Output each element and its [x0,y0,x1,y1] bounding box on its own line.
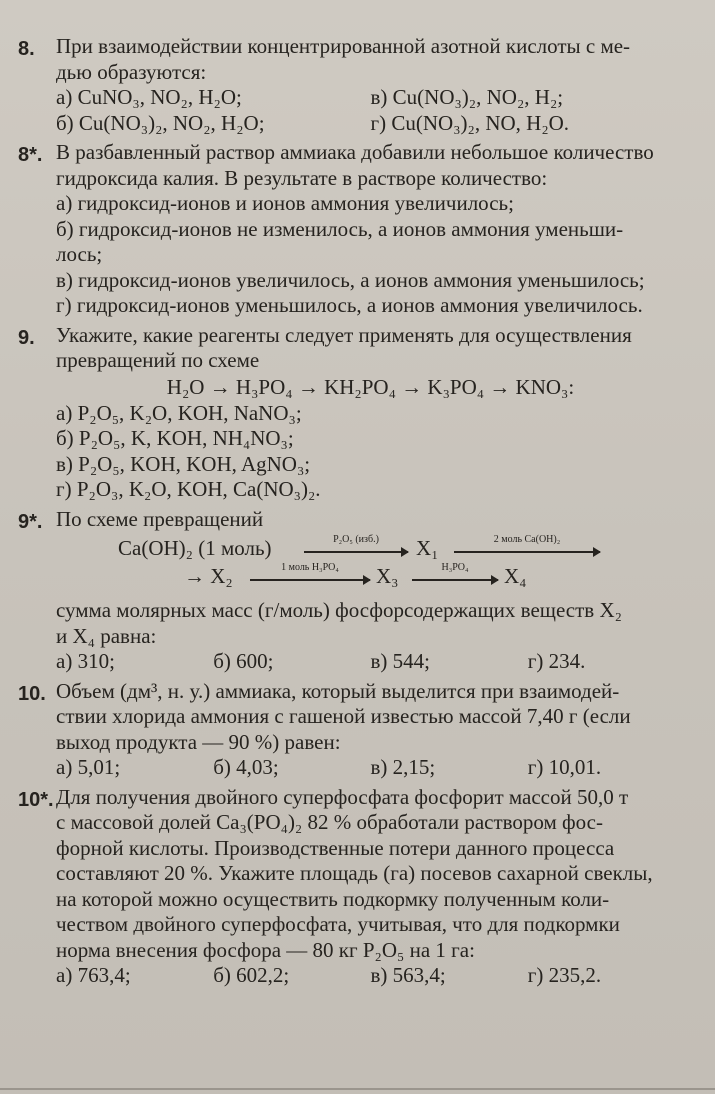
reaction-scheme: H₂O → H₃PO₄ → KH₂PO₄ → K₃PO₄ → KNO₃: [166,374,575,399]
answer-option-b-cont: лось; [56,242,103,266]
scheme-x4: X₄ [504,564,527,588]
question-text-line: Для получения двойного суперфосфата фосфорит массой 50,0 т [56,784,629,809]
reaction-arrow [454,551,600,553]
answer-option-g: г) гидроксид-ионов уменьшилось, а ионов аммония увеличилось. [56,293,643,317]
answer-option-g: г) 10,01. [527,755,602,779]
answer-option-b: б) 4,03; [213,755,279,779]
question-9-star [18,507,685,675]
transformation-scheme [56,534,685,594]
page-bottom-rule [0,1088,715,1090]
question-text-line: на которой можно осуществить подкормку полученным коли- [56,886,610,911]
question-text-line: По схеме превращений [56,506,264,531]
question-8 [18,34,685,136]
answer-option-g: г) 235,2. [527,963,602,987]
question-8-star [18,140,685,319]
arrow-label: P₂O₅ (изб.) [333,534,379,545]
question-number: 9. [18,326,35,349]
question-text-line: форной кислоты. Производственные потери данного процесса [56,835,615,860]
answer-option-b: б) 602,2; [213,963,290,987]
answer-option-a: а) 5,01; [56,755,121,779]
answer-option-b: б) P₂O₅, K, KOH, NH₄NO₃; [56,426,294,450]
arrow-label: 2 моль Ca(OH)₂ [493,534,561,545]
question-number: 8*. [18,144,43,166]
answer-option-a: а) гидроксид-ионов и ионов аммония увеличилось; [56,191,514,215]
answer-option-g: г) Cu(NO₃)₂, NO, H₂O. [370,110,570,135]
scheme-start: Ca(OH)₂ (1 моль) [118,536,272,560]
question-text-line: дью образуются: [56,59,207,84]
arrow-label: 1 моль H₃PO₄ [281,562,339,573]
answer-option-v: в) 563,4; [370,963,446,987]
question-text-line: Укажите, какие реагенты следует применять для осуществления [56,322,632,347]
scheme-x1: X₁ [416,536,439,560]
question-text-line: ствии хлорида аммония с гашеной известью массой 7,40 г (если [56,704,631,728]
answer-option-v: в) Cu(NO₃)₂, NO₂, H₂; [370,85,564,109]
question-10-star [18,785,685,989]
scheme-x2: → X₂ [184,564,233,588]
answer-option-v: в) гидроксид-ионов увеличилось, а ионов аммония уменьшилось; [56,267,645,292]
question-text-line: сумма молярных масс (г/моль) фосфорсодержащих веществ X₂ [56,598,622,622]
question-number: 9*. [18,510,43,533]
answer-option-v: в) 2,15; [370,755,436,779]
question-text-line: гидроксида калия. В результате в растворе количество: [56,165,548,190]
question-text-line: норма внесения фосфора — 80 кг P₂O₅ на 1 га: [56,937,475,962]
question-text-line: чеством двойного суперфосфата, учитывая, что для подкормки [56,912,620,936]
answer-option-b: б) 600; [213,649,274,673]
answer-option-g: г) 234. [527,649,586,673]
answer-option-v: в) 544; [370,649,430,673]
question-text-line: выход продукта — 90 %) равен: [56,729,341,754]
question-10 [18,679,685,781]
answer-option-a: а) P₂O₅, K₂O, KOH, NaNO₃; [56,400,302,425]
answer-option-b: б) гидроксид-ионов не изменилось, а ионов аммония уменьши- [56,216,624,241]
answer-option-v: в) P₂O₅, KOH, KOH, AgNO₃; [56,451,311,476]
question-text-line: составляют 20 %. Укажите площадь (га) посевов сахарной свеклы, [56,861,653,885]
reaction-arrow [412,579,498,581]
scheme-x3: X₃ [376,564,399,588]
question-text-line: Объем (дм³, н. у.) аммиака, который выделится при взаимодей- [56,678,620,703]
question-number: 8. [18,38,35,60]
question-text-line: В разбавленный раствор аммиака добавили небольшое количество [56,140,654,164]
arrow-label: H₃PO₄ [441,562,469,573]
reaction-arrow [250,579,370,581]
answer-option-a: а) 310; [56,649,115,673]
answer-option-a: а) CuNO₃, NO₂, H₂O; [56,85,242,109]
question-text-line: с массовой долей Ca₃(PO₄)₂ 82 % обработали раствором фос- [56,810,603,834]
question-number: 10. [18,682,46,705]
question-9 [18,323,685,503]
question-number: 10*. [18,788,54,811]
answer-option-a: а) 763,4; [56,963,131,987]
question-text-line: При взаимодействии концентрированной азотной кислоты с ме- [56,34,631,58]
answer-option-g: г) P₂O₃, K₂O, KOH, Ca(NO₃)₂. [56,477,321,501]
question-text-line: и X₄ равна: [56,623,157,648]
question-text-line: превращений по схеме [56,348,260,372]
answer-option-b: б) Cu(NO₃)₂, NO₂, H₂O; [56,110,265,135]
reaction-arrow [304,551,408,553]
